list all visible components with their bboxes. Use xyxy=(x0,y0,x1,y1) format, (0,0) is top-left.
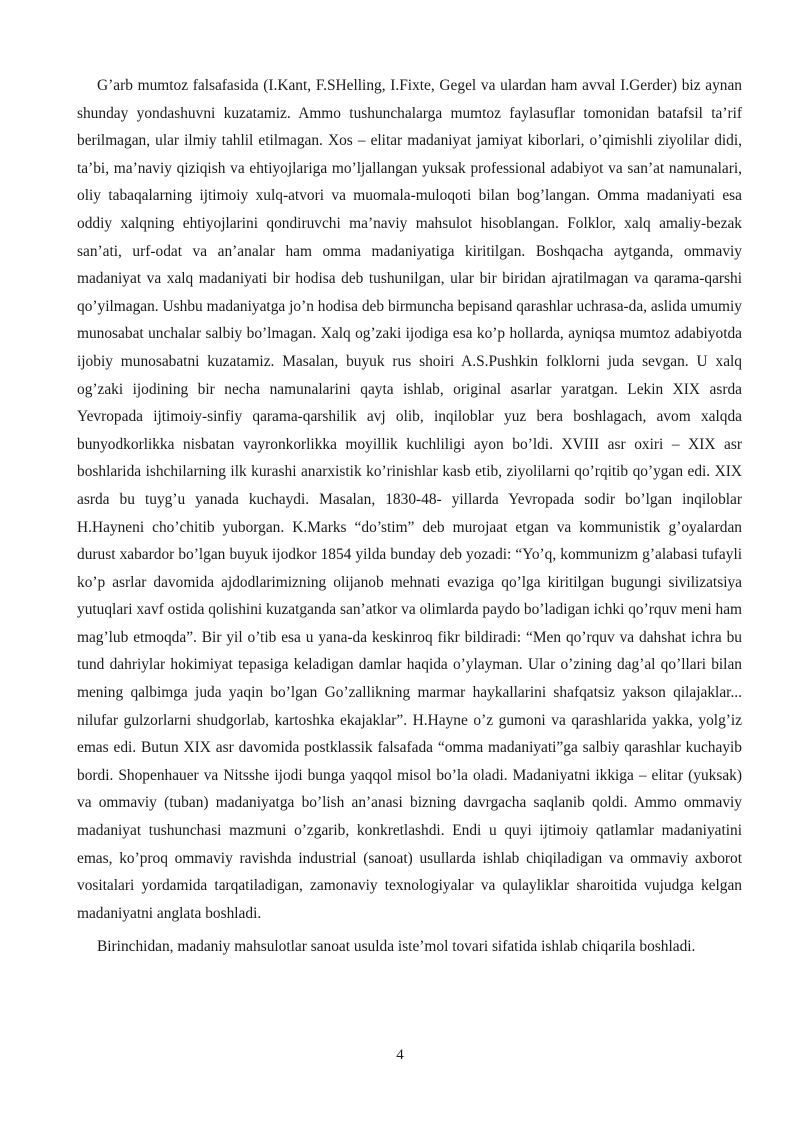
paragraph: Birinchidan, madaniy mahsulotlar sanoat usulda iste’mol tovari sifatida ishlab chiqarila boshladi. xyxy=(97,938,696,956)
paragraph: G’arb mumtoz falsafasida (I.Kant, F.SHelling, I.Fixte, Gegel va ulardan ham avval I.Gerder) biz aynan shunday yondashuvni kuzatamiz. Ammo tushunchalarga mumtoz faylasuflar tomonidan batafsil ta’rif berilmagan, ular ilmiy tahlil etilmagan. Xos – elitar madaniyat jamiyat kiborlari, o’qimishli ziyolilar didi, ta’bi, ma’naviy qiziqish va ehtiyojlariga mo’ljallangan yuksak professional adabiyot va san’at namunalari, oliy tabaqalarning ijtimoiy xulq-atvori va muomala-muloqoti bilan bog’langan. Omma madaniyati esa oddiy xalqning ehtiyojlarini qondiruvchi ma’naviy mahsulot hisoblangan. Folklor, xalq amaliy-bezak san’ati, urf-odat va an’analar ham omma madaniyatiga kiritilgan. Boshqacha aytganda, ommaviy madaniyat va xalq madaniyati bir hodisa deb tushunilgan, ular bir biridan ajratilmagan va qarama-qarshi qo’yilmagan. Ushbu madaniyatga jo’n hodisa deb birmuncha bepisand qarashlar uchrasa-da, aslida umumiy munosabat unchalar salbiy bo’lmagan. Xalq og’zaki ijodiga esa ko’p hollarda, ayniqsa mumtoz adabiyotda ijobiy munosabatni kuzatamiz. Masalan, buyuk rus shoiri A.S.Pushkin folklorni juda sevgan. U xalq og’zaki ijodining bir necha namunalarini qayta ishlab, original asarlar yaratgan. Lekin XIX asrda Yevropada ijtimoiy-sinfiy qarama-qarshilik avj olib, inqiloblar yuz bera boshlagach, avom xalqda bunyodkorlikka nisbatan vayronkorlikka moyillik kuchliligi ayon bo’ldi. XVIII asr oxiri – XIX asr boshlarida ishchilarning ilk kurashi anarxistik ko’rinishlar kasb etib, ziyolilarni qo’rqitib qo’ygan edi. XIX asrda bu tuyg’u yanada kuchaydi. Masalan, 1830-48- yillarda Yevropada sodir bo’lgan inqiloblar H.Hayneni cho’chitib yuborgan. K.Marks “do’stim” deb murojaat etgan va kommunistik g’oyalardan durust xabardor bo’lgan buyuk ijodkor 1854 yilda bunday deb yozadi: “Yo’q, kommunizm g’alabasi tufayli ko’p asrlar davomida ajdodlarimizning olijanob mehnati evaziga qo’lga kiritilgan bugungi sivilizatsiya yutuqlari xavf ostida qolishini kuzatganda san’atkor va olimlarda paydo bo’ladigan ichki qo’rquv meni ham mag’lub etmoqda”. Bir yil o’tib esa u yana-da keskinroq fikr bildiradi: “Men qo’rquv va dahshat ichra bu tund dahriylar hokimiyat tepasiga keladigan damlar haqida o’ylayman. Ular o’zining dag’al qo’llari bilan mening qalbimga juda yaqin bo’lgan Go’zallikning marmar haykallarini shafqatsiz yakson qilajaklar... nilufar gulzorlarni shudgorlab, kartoshka ekajaklar”. H.Hayne o’z gumoni va qarashlarida yakka, yolg’iz emas edi. Butun XIX asr davomida postklassik falsafada “omma madaniyati”ga salbiy qarashlar kuchayib bordi. Shopenhauer va Nitsshe ijodi bunga yaqqol misol bo’la oladi. Madaniyatni ikkiga – elitar (yuksak) va ommaviy (tuban) madaniyatga bo’lish an’anasi bizning davrgacha saqlanib qoldi. Ammo ommaviy madaniyat tushunchasi mazmuni o’zgarib, konkretlashdi. Endi u quyi ijtimoiy qatlamlar madaniyatini emas, ko’proq ommaviy ravishda industrial (sanoat) usullarda ishlab chiqiladigan va ommaviy axborot vositalari yordamida tarqatiladigan, zamonaviy texnologiyalar va qulayliklar sharoitida vujudga kelgan madaniyatni anglata boshladi. xyxy=(77,77,742,922)
page-number: 4 xyxy=(396,1047,404,1063)
document-body xyxy=(77,72,742,961)
